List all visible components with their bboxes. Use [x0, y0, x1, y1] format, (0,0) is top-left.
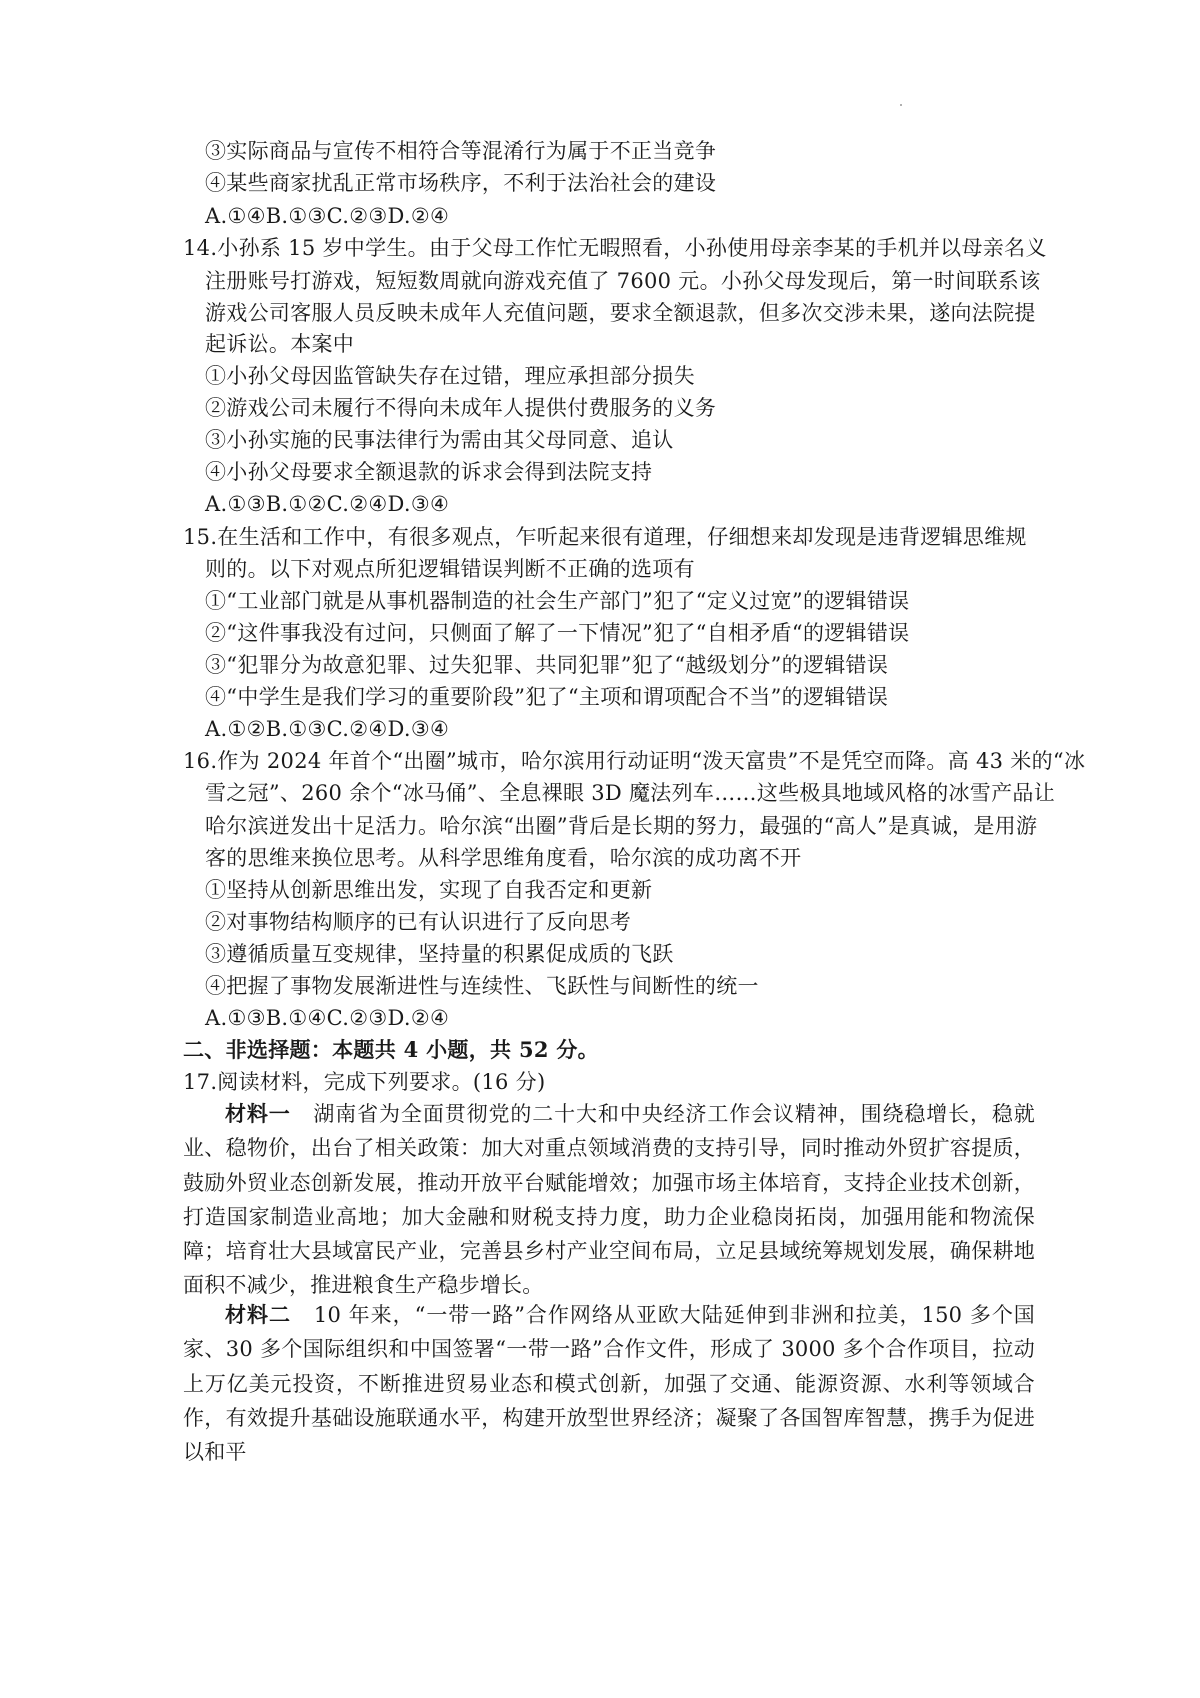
- q16-stem-line: 哈尔滨迸发出十足活力。哈尔滨“出圈”背后是长期的努力，最强的“高人”是真诚，是用游: [205, 814, 1038, 838]
- q16-option-3: ③遵循质量互变规律，坚持量的积累促成质的飞跃: [205, 942, 674, 966]
- material-2-text: 10 年来，“一带一路”合作网络从亚欧大陆延伸到非洲和拉美，150 多个国家、30 多个国际组织和中国签署“一带一路”合作文件，形成了 3000 多个合作项目，拉动上万亿美元投资，不断推进贸易业态和模式创新，加强了交通、能源资源、水利等领域合作，有效提升基础设施联通水平，构建开放型世界经济；凝聚了各国智库智慧，携手为促进以和平: [183, 1303, 1035, 1465]
- q16-answers: A.①③B.①④C.②③D.②④: [205, 1006, 450, 1030]
- q15-option-1: ①“工业部门就是从事机器制造的社会生产部门”犯了“定义过宽”的逻辑错误: [205, 589, 910, 613]
- q15-answers: A.①②B.①③C.②④D.③④: [205, 717, 450, 741]
- material-1-label: 材料一: [225, 1101, 291, 1126]
- q16-stem-line: 雪之冠”、260 余个“冰马俑”、全息裸眼 3D 魔法列车……这些极具地域风格的冰雪产品让: [205, 781, 1056, 805]
- section-2-heading: 二、非选择题：本题共 4 小题，共 52 分。: [183, 1037, 599, 1062]
- material-1-text: 湖南省为全面贯彻党的二十大和中央经济工作会议精神，围绕稳增长，稳就业、稳物价，出台了相关政策：加大对重点领域消费的支持引导，同时推动外贸扩容提质，鼓励外贸业态创新发展，推动开放平台赋能增效；加强市场主体培育，支持企业技术创新，打造国家制造业高地；加大金融和财税支持力度，助力企业稳岗拓岗，加强用能和物流保障；培育壮大县域富民产业，完善县乡村产业空间布局，立足县域统筹规划发展，确保耕地面积不减少，推进粮食生产稳步增长。: [183, 1102, 1035, 1298]
- q15-option-3: ③“犯罪分为故意犯罪、过失犯罪、共同犯罪”犯了“越级划分”的逻辑错误: [205, 653, 889, 677]
- q16-option-2: ②对事物结构顺序的已有认识进行了反向思考: [205, 910, 631, 934]
- q16-stem-line: 16.作为 2024 年首个“出圈”城市，哈尔滨用行动证明“泼天富贵”不是凭空而降。高 43 米的“冰: [183, 749, 1086, 773]
- q17-material-2: [183, 1298, 1035, 1469]
- q14-option-3: ③小孙实施的民事法律行为需由其父母同意、追认: [205, 428, 674, 452]
- q14-option-4: ④小孙父母要求全额退款的诉求会得到法院支持: [205, 460, 653, 484]
- q17-material-1: [183, 1097, 1035, 1303]
- q14-option-2: ②游戏公司未履行不得向未成年人提供付费服务的义务: [205, 396, 717, 420]
- q14-answers: A.①③B.①②C.②④D.③④: [205, 492, 450, 516]
- q13-option-3: ③实际商品与宣传不相符合等混淆行为属于不正当竞争: [205, 139, 717, 163]
- q15-option-4: ④“中学生是我们学习的重要阶段”犯了“主项和谓项配合不当”的逻辑错误: [205, 685, 889, 709]
- q14-stem-line: 起诉讼。本案中: [205, 332, 355, 356]
- q14-stem-line: 注册账号打游戏，短短数周就向游戏充值了 7600 元。小孙父母发现后，第一时间联系该: [205, 269, 1041, 293]
- q14-stem-line: 游戏公司客服人员反映未成年人充值问题，要求全额退款，但多次交涉未果，遂向法院提: [205, 301, 1036, 325]
- q16-option-4: ④把握了事物发展渐进性与连续性、飞跃性与间断性的统一: [205, 974, 759, 998]
- q15-stem-line: 15.在生活和工作中，有很多观点，乍听起来很有道理，仔细想来却发现是违背逻辑思维规: [183, 525, 1027, 549]
- q16-stem-line: 客的思维来换位思考。从科学思维角度看，哈尔滨的成功离不开: [205, 846, 802, 870]
- q15-stem-line: 则的。以下对观点所犯逻辑错误判断不正确的选项有: [205, 557, 695, 581]
- scan-speck: [900, 104, 902, 106]
- q14-stem-line: 14.小孙系 15 岁中学生。由于父母工作忙无暇照看，小孙使用母亲李某的手机并以母亲名义: [183, 236, 1047, 260]
- q16-option-1: ①坚持从创新思维出发，实现了自我否定和更新: [205, 878, 653, 902]
- q15-option-2: ②“这件事我没有过问，只侧面了解了一下情况”犯了“自相矛盾“的逻辑错误: [205, 621, 910, 645]
- material-2-label: 材料二: [225, 1302, 291, 1327]
- q13-answers: A.①④B.①③C.②③D.②④: [205, 204, 450, 228]
- q13-option-4: ④某些商家扰乱正常市场秩序，不利于法治社会的建设: [205, 171, 717, 195]
- q17-stem: 17.阅读材料，完成下列要求。(16 分): [183, 1070, 546, 1094]
- q14-option-1: ①小孙父母因监管缺失存在过错，理应承担部分损失: [205, 364, 695, 388]
